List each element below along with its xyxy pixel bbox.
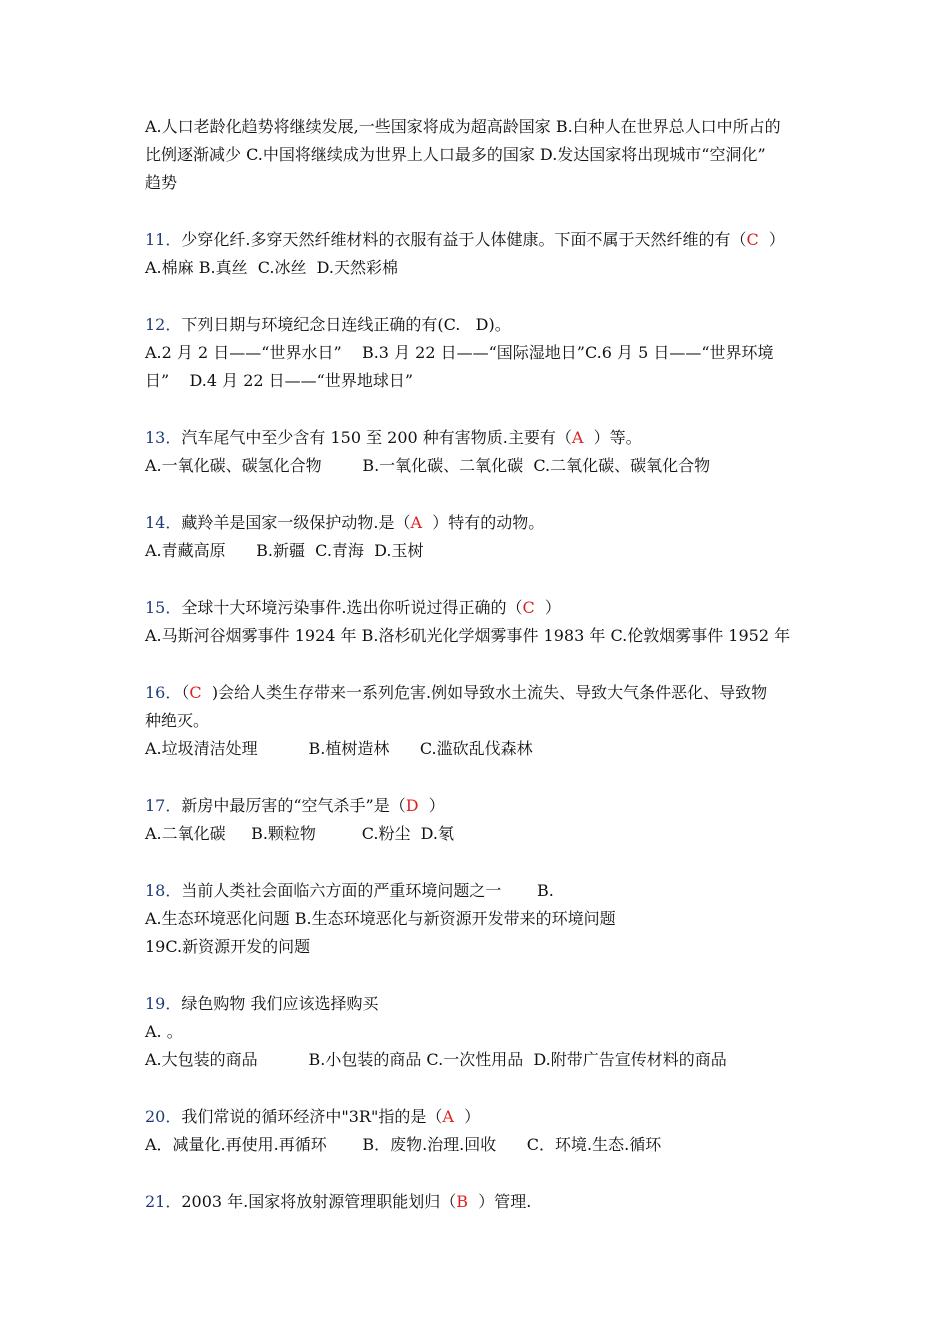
intro-line-3: 趋势 (145, 173, 178, 192)
question-18-options-2: 19C.新资源开发的问题 (145, 937, 311, 956)
question-19-sub: A. 。 (145, 1022, 183, 1041)
question-text: 少穿化纤.多穿天然纤维材料的衣服有益于人体健康。下面不属于天然纤维的有（ (181, 230, 747, 249)
question-12-options-2: 日” D.4 月 22 日——“世界地球日” (145, 371, 414, 390)
answer-mark: A (410, 513, 423, 532)
question-text: 新房中最厉害的“空气杀手”是（ (181, 796, 406, 815)
intro-line-2: 比例逐渐减少 C.中国将继续成为世界上人口最多的国家 D.发达国家将出现城市“空洞化” (145, 145, 766, 164)
question-text-end: ） (453, 1107, 481, 1126)
question-19-options: A.大包装的商品 B.小包装的商品 C.一次性用品 D.附带广告宣传材料的商品 (145, 1050, 727, 1069)
question-11-options: A.棉麻 B.真丝 C.冰丝 D.天然彩棉 (145, 258, 399, 277)
answer-mark: C (522, 598, 535, 617)
question-14-options: A.青藏高原 B.新疆 C.青海 D.玉树 (145, 541, 424, 560)
question-number: 19． (145, 994, 182, 1013)
question-text-end: ） (418, 796, 445, 815)
question-16 (145, 683, 767, 703)
question-21 (145, 1192, 531, 1212)
question-number: 21． (145, 1192, 182, 1211)
question-11 (145, 230, 785, 250)
question-20-options: A．减量化.再使用.再循环 B．废物.治理.回收 C．环境.生态.循环 (145, 1135, 662, 1154)
question-12 (145, 315, 511, 335)
question-number: 14． (145, 513, 182, 532)
question-18 (145, 881, 554, 901)
question-text-end: ） (534, 598, 561, 617)
question-text: 全球十大环境污染事件.选出你听说过得正确的（ (181, 598, 523, 617)
question-text: 汽车尾气中至少含有 150 至 200 种有害物质.主要有（ (181, 428, 572, 447)
question-18-options-1: A.生态环境恶化问题 B.生态环境恶化与新资源开发带来的环境问题 (145, 909, 616, 928)
answer-mark: A (571, 428, 584, 447)
question-13-options: A.一氧化碳、碳氢化合物 B.一氧化碳、二氧化碳 C.二氧化碳、碳氧化合物 (145, 456, 711, 475)
answer-mark: D (405, 796, 419, 815)
question-text-end: ）等。 (583, 428, 642, 447)
question-20 (145, 1107, 480, 1127)
question-12-options-1: A.2 月 2 日——“世界水日” B.3 月 22 日——“国际湿地日”C.6 月 5 日——“世界环境 (145, 343, 774, 362)
question-text-end: ） (758, 230, 785, 249)
question-number: 17． (145, 796, 182, 815)
question-13 (145, 428, 642, 448)
question-text: （ (181, 683, 190, 702)
answer-mark: C (189, 683, 202, 702)
question-19 (145, 994, 378, 1014)
intro-line-1: A.人口老龄化趋势将继续发展,一些国家将成为超高龄国家 B.白种人在世界总人口中所占的 (145, 117, 781, 136)
question-17 (145, 796, 445, 816)
question-17-options: A.二氧化碳 B.颗粒物 C.粉尘 D.氡 (145, 824, 454, 843)
question-15-options: A.马斯河谷烟雾事件 1924 年 B.洛杉矶光化学烟雾事件 1983 年 C.伦敦烟雾事件 1952 年 (145, 626, 791, 645)
question-text: 我们常说的循环经济中"3R"指的是（ (181, 1107, 443, 1126)
question-16-line-2: 种绝灭。 (145, 711, 210, 730)
question-number: 13． (145, 428, 182, 447)
question-text: 当前人类社会面临六方面的严重环境问题之一 B. (181, 881, 554, 900)
question-number: 20． (145, 1107, 182, 1126)
answer-mark: A (442, 1107, 454, 1126)
question-number: 18． (145, 881, 182, 900)
question-number: 12． (145, 315, 182, 334)
question-text: 藏羚羊是国家一级保护动物.是（ (181, 513, 411, 532)
question-number: 16． (145, 683, 182, 702)
question-text-end: ）管理. (468, 1192, 532, 1211)
question-15 (145, 598, 561, 618)
question-number: 15． (145, 598, 182, 617)
answer-mark: C (746, 230, 759, 249)
question-14 (145, 513, 544, 533)
question-text: 2003 年.国家将放射源管理职能划归（ (181, 1192, 457, 1211)
question-text: 绿色购物 我们应该选择购买 (181, 994, 379, 1013)
question-text: 下列日期与环境纪念日连线正确的有(C. D)。 (181, 315, 511, 334)
question-text-end: ）特有的动物。 (422, 513, 545, 532)
question-number: 11． (145, 230, 182, 249)
answer-mark: B (456, 1192, 469, 1211)
question-text-end: )会给人类生存带来一系列危害.例如导致水土流失、导致大气条件恶化、导致物 (201, 683, 768, 702)
question-16-options: A.垃圾清洁处理 B.植树造林 C.滥砍乱伐森林 (145, 739, 533, 758)
